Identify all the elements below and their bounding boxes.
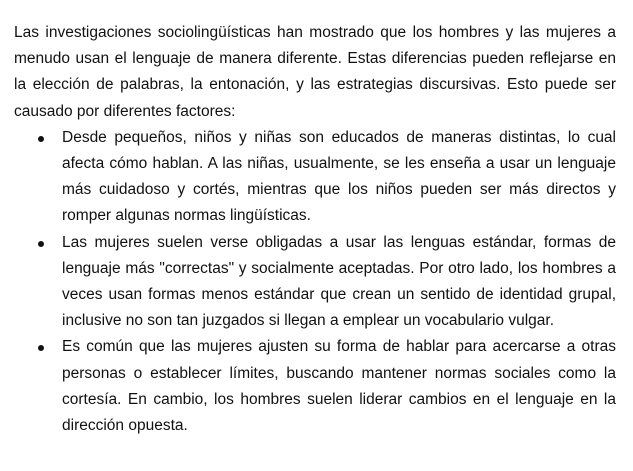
bullet-dot-icon	[38, 345, 44, 351]
bullet-text: Las mujeres suelen verse obligadas a usar las lenguas estándar, formas de lenguaje más "correctas" y socialmente aceptadas. Por otro lado, los hombres a veces usan formas menos estándar que crean un sentido de identidad grupal, inclusive no son tan juzgados si llegan a emplear un vocabulario vulgar.	[62, 233, 616, 330]
intro-paragraph: Las investigaciones sociolingüísticas han mostrado que los hombres y las mujeres a menudo usan el lenguaje de manera diferente. Estas diferencias pueden reflejarse en la elección de palabras, la entonación, y las estrategias discursivas. Esto puede ser causado por diferentes factores:	[14, 24, 616, 120]
bullet-text: Es común que las mujeres ajusten su forma de hablar para acercarse a otras personas o establecer límites, buscando mantener normas sociales como la cortesía. En cambio, los hombres suelen liderar cambios en el lenguaje en la dirección opuesta.	[62, 338, 616, 435]
bullet-dot-icon	[38, 241, 44, 247]
bullet-item	[14, 230, 616, 335]
document-body	[14, 20, 616, 439]
bullet-dot-icon	[38, 136, 44, 142]
bullet-item	[14, 125, 616, 230]
bullet-list	[14, 125, 616, 439]
bullet-text: Desde pequeños, niños y niñas son educados de maneras distintas, lo cual afecta cómo hablan. A las niñas, usualmente, se les enseña a usar un lenguaje más cuidadoso y cortés, mientras que los niños pueden ser más directos y romper algunas normas lingüísticas.	[62, 128, 616, 225]
bullet-item	[14, 334, 616, 439]
